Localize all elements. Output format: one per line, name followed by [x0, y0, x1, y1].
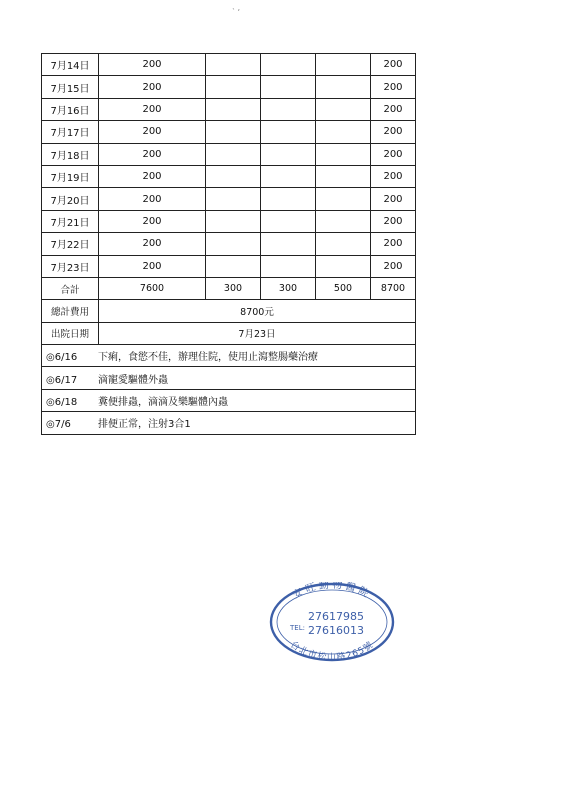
stamp-tel-1: 27617985	[308, 610, 364, 623]
fee-amount-cell: 200	[99, 188, 206, 210]
fee-col5-cell	[316, 98, 371, 120]
fee-col5-cell	[316, 121, 371, 143]
fee-col4-cell	[261, 233, 316, 255]
fee-col5-cell	[316, 143, 371, 165]
fee-row-total-cell: 200	[371, 76, 416, 98]
stamp-arc-text: 安旺動物醫院	[291, 582, 373, 602]
note-row	[42, 345, 416, 367]
fee-row	[42, 121, 416, 143]
note-cell	[42, 367, 416, 389]
stamp-address: 台北市松山路265號	[288, 640, 376, 662]
grand-total-row	[42, 300, 416, 322]
grand-total-label: 總計費用	[42, 300, 99, 322]
fee-col4-cell	[261, 143, 316, 165]
grand-total-value: 8700元	[99, 300, 416, 322]
note-text: 滴寵愛驅體外蟲	[98, 374, 168, 386]
fee-col3-cell	[206, 188, 261, 210]
fee-col3-cell	[206, 255, 261, 277]
subtotal-c5: 500	[316, 277, 371, 299]
subtotal-fee: 7600	[99, 277, 206, 299]
fee-col5-cell	[316, 76, 371, 98]
fee-row-total-cell: 200	[371, 210, 416, 232]
fee-amount-cell: 200	[99, 98, 206, 120]
fee-col4-cell	[261, 54, 316, 76]
fee-col3-cell	[206, 54, 261, 76]
fee-col3-cell	[206, 76, 261, 98]
fee-date-cell: 7月18日	[42, 143, 99, 165]
fee-date-cell: 7月23日	[42, 255, 99, 277]
fee-amount-cell: 200	[99, 165, 206, 187]
fee-amount-cell: 200	[99, 54, 206, 76]
discharge-label: 出院日期	[42, 322, 99, 344]
fee-amount-cell: 200	[99, 143, 206, 165]
fee-amount-cell: 200	[99, 121, 206, 143]
note-text: 下痢，食慾不佳，辦理住院，使用止瀉整腸藥治療	[98, 352, 318, 364]
subtotal-total: 8700	[371, 277, 416, 299]
fee-col3-cell	[206, 98, 261, 120]
note-date: ◎7/6	[46, 419, 71, 431]
fee-col4-cell	[261, 76, 316, 98]
fee-row-total-cell: 200	[371, 255, 416, 277]
fee-amount-cell: 200	[99, 76, 206, 98]
note-date: ◎6/18	[46, 397, 78, 409]
stamp-tel-label: TEL:	[290, 624, 305, 632]
fee-row	[42, 165, 416, 187]
note-date: ◎6/16	[46, 352, 78, 364]
fee-date-cell: 7月19日	[42, 165, 99, 187]
subtotal-row	[42, 277, 416, 299]
note-cell	[42, 345, 416, 367]
fee-row-total-cell: 200	[371, 98, 416, 120]
fee-row-total-cell: 200	[371, 165, 416, 187]
fee-row	[42, 143, 416, 165]
fee-date-cell: 7月22日	[42, 233, 99, 255]
subtotal-c4: 300	[261, 277, 316, 299]
note-row	[42, 389, 416, 411]
fee-row-total-cell: 200	[371, 233, 416, 255]
fee-col4-cell	[261, 210, 316, 232]
fee-date-cell: 7月17日	[42, 121, 99, 143]
note-row	[42, 367, 416, 389]
note-row	[42, 412, 416, 434]
fee-col4-cell	[261, 121, 316, 143]
fee-col3-cell	[206, 233, 261, 255]
fee-col4-cell	[261, 98, 316, 120]
fee-row	[42, 98, 416, 120]
fee-table-body	[42, 54, 416, 435]
fee-col4-cell	[261, 255, 316, 277]
fee-amount-cell: 200	[99, 210, 206, 232]
fee-row-total-cell: 200	[371, 54, 416, 76]
fee-date-cell: 7月16日	[42, 98, 99, 120]
fee-row-total-cell: 200	[371, 121, 416, 143]
fee-col3-cell	[206, 210, 261, 232]
fee-date-cell: 7月21日	[42, 210, 99, 232]
note-cell	[42, 389, 416, 411]
header-marks: ` ‘	[232, 8, 240, 16]
fee-row	[42, 233, 416, 255]
fee-col3-cell	[206, 121, 261, 143]
fee-row	[42, 54, 416, 76]
clinic-stamp	[268, 582, 396, 662]
discharge-row	[42, 322, 416, 344]
fee-date-cell: 7月20日	[42, 188, 99, 210]
subtotal-label: 合計	[42, 277, 99, 299]
fee-row	[42, 210, 416, 232]
fee-col5-cell	[316, 233, 371, 255]
fee-col5-cell	[316, 210, 371, 232]
fee-col3-cell	[206, 143, 261, 165]
discharge-value: 7月23日	[99, 322, 416, 344]
fee-col3-cell	[206, 165, 261, 187]
stamp-tel-2: 27616013	[308, 624, 364, 637]
fee-col5-cell	[316, 255, 371, 277]
fee-date-cell: 7月15日	[42, 76, 99, 98]
fee-row-total-cell: 200	[371, 188, 416, 210]
fee-col4-cell	[261, 188, 316, 210]
fee-date-cell: 7月14日	[42, 54, 99, 76]
fee-row	[42, 255, 416, 277]
note-cell	[42, 412, 416, 434]
fee-amount-cell: 200	[99, 233, 206, 255]
fee-col5-cell	[316, 188, 371, 210]
stamp-graphic	[268, 582, 396, 662]
fee-row-total-cell: 200	[371, 143, 416, 165]
fee-table	[41, 53, 416, 435]
subtotal-c3: 300	[206, 277, 261, 299]
fee-col5-cell	[316, 165, 371, 187]
fee-amount-cell: 200	[99, 255, 206, 277]
fee-row	[42, 76, 416, 98]
fee-col4-cell	[261, 165, 316, 187]
note-text: 糞便排蟲，滴滴及樂驅體內蟲	[98, 397, 228, 409]
note-text: 排便正常，注射3合1	[98, 419, 191, 431]
note-date: ◎6/17	[46, 374, 78, 386]
fee-row	[42, 188, 416, 210]
fee-col5-cell	[316, 54, 371, 76]
